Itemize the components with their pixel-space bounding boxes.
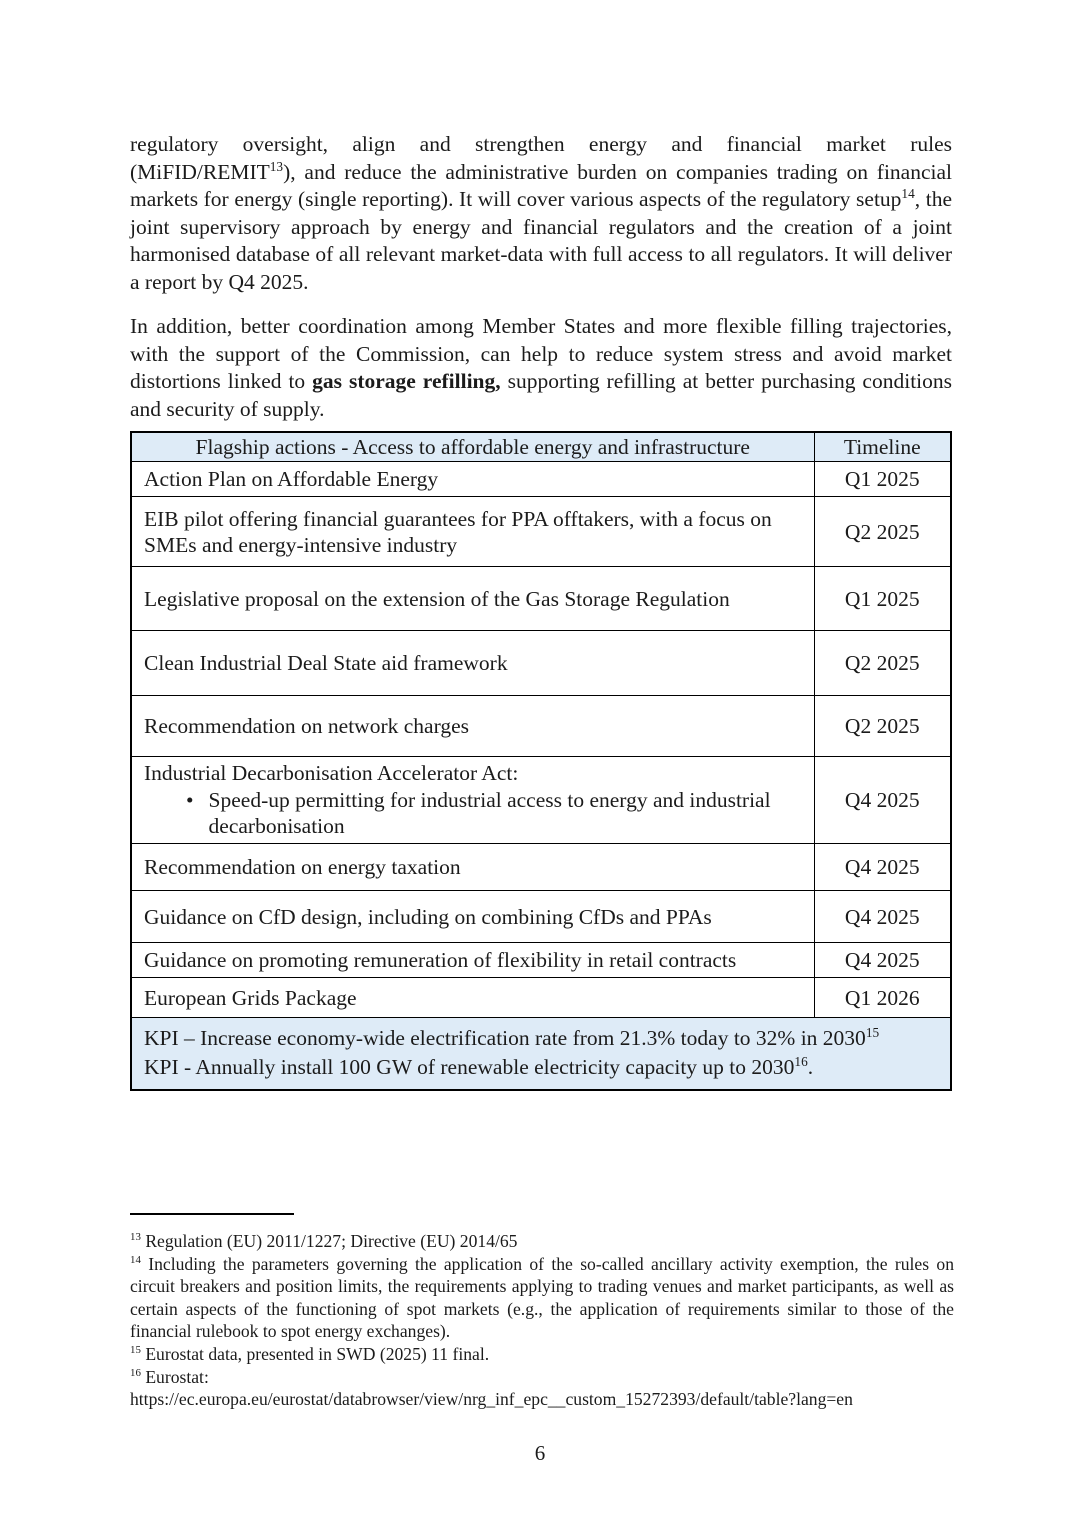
kpi-cell bbox=[131, 1018, 951, 1090]
action-cell: European Grids Package bbox=[131, 978, 814, 1018]
footnote-15 bbox=[130, 1343, 954, 1366]
footnote-number: 14 bbox=[130, 1253, 141, 1266]
table-row bbox=[131, 757, 951, 844]
table-kpi-row bbox=[131, 1018, 951, 1090]
table-row bbox=[131, 567, 951, 631]
footnote-ref-16: 16 bbox=[794, 1054, 808, 1070]
table-header-row bbox=[131, 432, 951, 462]
footnote-text: Eurostat data, presented in SWD (2025) 11 final. bbox=[145, 1343, 490, 1364]
timeline-cell: Q2 2025 bbox=[814, 696, 951, 757]
action-cell: EIB pilot offering financial guarantees for PPA offtakers, with a focus on SMEs and energy-intensive industry bbox=[131, 497, 814, 567]
kpi-line-electrification bbox=[144, 1024, 938, 1054]
paragraph-regulatory-oversight bbox=[130, 131, 952, 297]
paragraph-gas-storage bbox=[130, 313, 952, 423]
timeline-cell: Q1 2025 bbox=[814, 462, 951, 497]
table-row bbox=[131, 696, 951, 757]
eurostat-url-link[interactable]: https://ec.europa.eu/eurostat/databrowser/view/nrg_inf_epc__custom_15272393/default/table?lang=en bbox=[130, 1389, 853, 1410]
kpi-line-renewables bbox=[144, 1053, 938, 1083]
bullet-icon: • bbox=[186, 788, 194, 812]
table-row bbox=[131, 978, 951, 1018]
action-cell: Legislative proposal on the extension of the Gas Storage Regulation bbox=[131, 567, 814, 631]
table-row bbox=[131, 631, 951, 696]
bullet-text: Speed-up permitting for industrial access to energy and industrial decarbonisation bbox=[208, 788, 771, 838]
footnote-ref-15: 15 bbox=[865, 1024, 880, 1040]
footnote-number: 13 bbox=[130, 1231, 141, 1244]
column-header-timeline: Timeline bbox=[814, 432, 951, 462]
footnote-14 bbox=[130, 1253, 954, 1343]
text-run: supporting refilling at better purchasing conditions and security of supply. bbox=[130, 369, 953, 421]
text-run: regulatory oversight, align and strengthen energy and financial market rules (MiFID/REMIT bbox=[130, 132, 952, 184]
text-run: . bbox=[807, 1055, 814, 1080]
timeline-cell: Q4 2025 bbox=[814, 844, 951, 891]
action-cell: Action Plan on Affordable Energy bbox=[131, 462, 814, 497]
text-run: KPI – Increase economy-wide electrification rate from 21.3% today to 32% in 2030 bbox=[144, 1025, 866, 1050]
footnote-text: Regulation (EU) 2011/1227; Directive (EU) 2014/65 bbox=[145, 1231, 518, 1251]
text-run: ), and reduce the administrative burden on companies trading on financial markets for energy (single reporting). It will cover various aspects of the regulatory setup bbox=[130, 159, 952, 212]
action-cell: Clean Industrial Deal State aid framework bbox=[131, 631, 814, 696]
text-run: In addition, better coordination among Member States and more flexible filling trajectories, with the support of the Commission, can help to reduce system stress and avoid market distortions linked to bbox=[130, 314, 952, 394]
table-row bbox=[131, 891, 951, 943]
action-cell: Guidance on CfD design, including on combining CfDs and PPAs bbox=[131, 891, 814, 943]
action-cell: Guidance on promoting remuneration of flexibility in retail contracts bbox=[131, 943, 814, 978]
timeline-cell: Q4 2025 bbox=[814, 943, 951, 978]
column-header-flagship-actions: Flagship actions - Access to affordable energy and infrastructure bbox=[131, 432, 814, 462]
footnote-number: 15 bbox=[130, 1344, 141, 1357]
action-cell: Recommendation on energy taxation bbox=[131, 844, 814, 891]
flagship-actions-table bbox=[130, 431, 952, 1091]
timeline-cell: Q2 2025 bbox=[814, 631, 951, 696]
footnote-ref-14: 14 bbox=[901, 186, 915, 202]
footnote-ref-13: 13 bbox=[269, 158, 284, 174]
footnote-13 bbox=[130, 1230, 954, 1253]
action-title: Industrial Decarbonisation Accelerator Act: bbox=[144, 761, 519, 785]
footnote-16 bbox=[130, 1366, 954, 1411]
action-cell bbox=[131, 757, 814, 844]
timeline-cell: Q2 2025 bbox=[814, 497, 951, 567]
bold-text-gas-storage-refilling: gas storage refilling, bbox=[312, 369, 501, 394]
text-run: , the joint supervisory approach by energy and financial regulators and the creation of a joint harmonised database of all relevant market-data with full access to all regulators. It will deliver a report by Q4 2025. bbox=[130, 187, 952, 294]
action-cell: Recommendation on network charges bbox=[131, 696, 814, 757]
footnote-number: 16 bbox=[130, 1366, 141, 1379]
text-run: KPI - Annually install 100 GW of renewable electricity capacity up to 2030 bbox=[144, 1055, 795, 1080]
page-number: 6 bbox=[534, 1441, 546, 1465]
footnote-text: Eurostat: bbox=[145, 1366, 209, 1387]
timeline-cell: Q1 2026 bbox=[814, 978, 951, 1018]
table-row bbox=[131, 844, 951, 891]
table-row bbox=[131, 462, 951, 497]
timeline-cell: Q1 2025 bbox=[814, 567, 951, 631]
footnotes-section bbox=[130, 1230, 954, 1411]
table-row bbox=[131, 943, 951, 978]
action-bullet-item bbox=[144, 787, 802, 839]
timeline-cell: Q4 2025 bbox=[814, 757, 951, 844]
footnote-separator bbox=[130, 1213, 294, 1215]
timeline-cell: Q4 2025 bbox=[814, 891, 951, 943]
footnote-text: Including the parameters governing the application of the so-called ancillary activity exemption, the rules on circuit breakers and position limits, the requirements applying to trading venues and market participants, as well as certain aspects of the functioning of spot markets (e.g., the application of requirements similar to those of the financial rulebook to spot energy exchanges). bbox=[130, 1253, 954, 1342]
table-row bbox=[131, 497, 951, 567]
